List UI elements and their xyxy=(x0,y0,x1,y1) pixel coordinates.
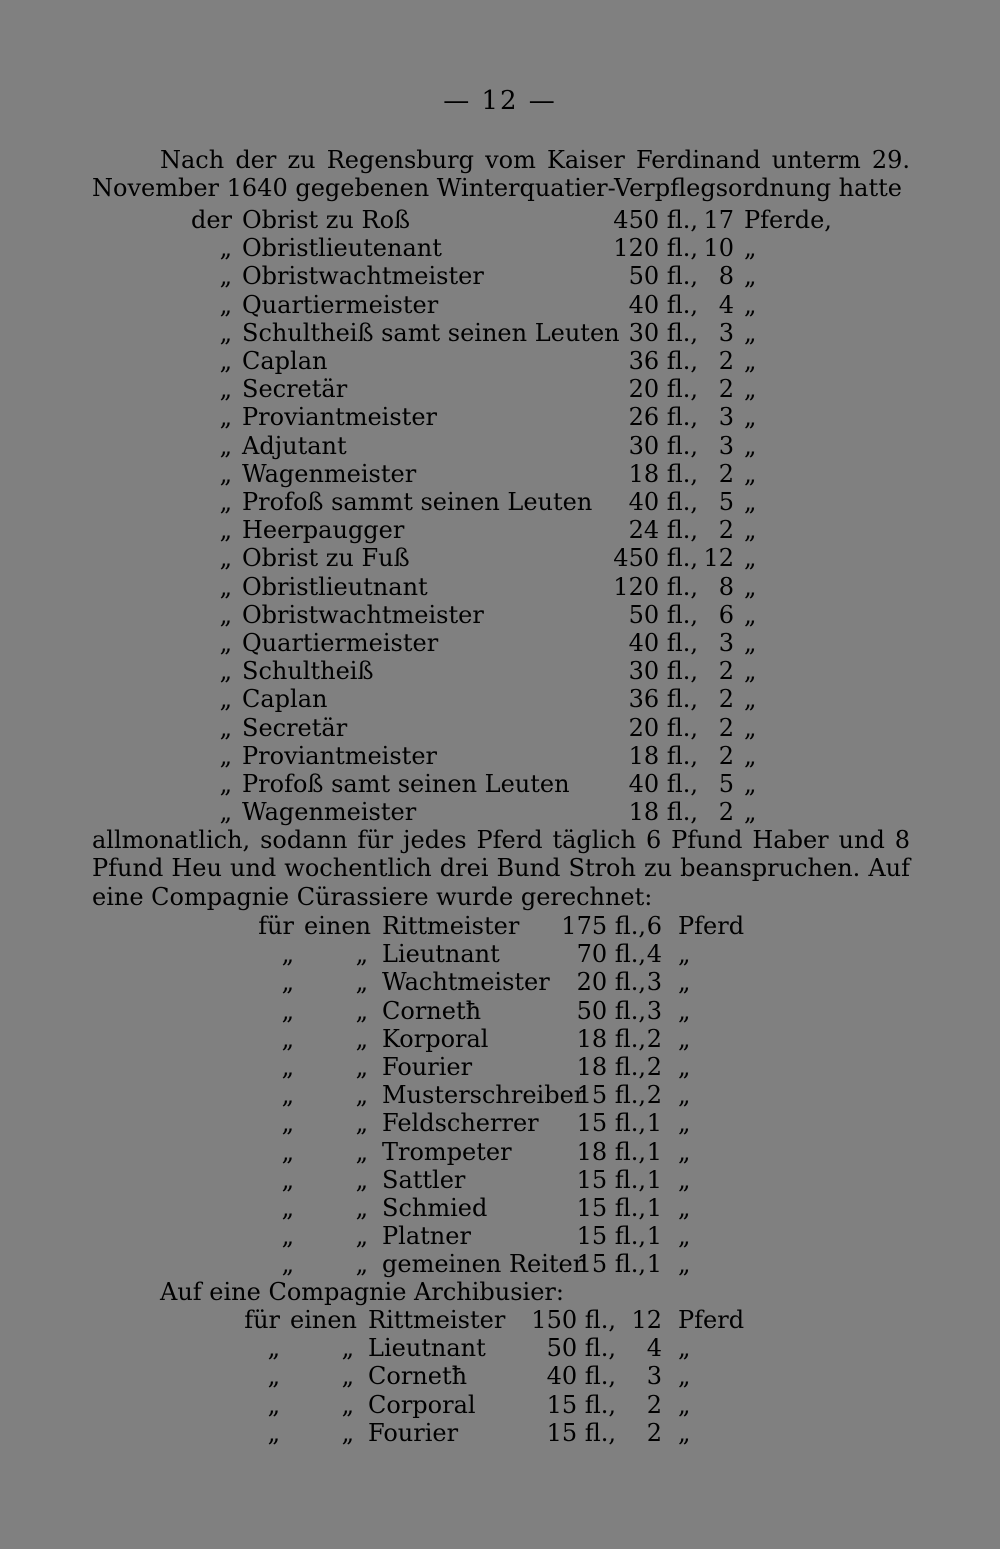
row-unit: „ xyxy=(744,713,757,742)
row-prefix-1: „ xyxy=(267,1390,280,1419)
row-prefix-2: „ xyxy=(355,996,368,1025)
row-title: Corporal xyxy=(368,1390,476,1419)
row-prefix: „ xyxy=(219,741,232,770)
row-amount: 450 fl., xyxy=(613,544,698,573)
table-row xyxy=(0,460,1000,488)
row-unit: „ xyxy=(744,290,757,319)
row-prefix: „ xyxy=(219,431,232,460)
table-row xyxy=(0,319,1000,347)
page-number: — 12 — xyxy=(443,86,557,116)
row-title: Secretär xyxy=(242,713,348,742)
row-prefix-1: „ xyxy=(281,1222,294,1251)
row-unit: „ xyxy=(744,798,757,827)
row-prefix-1: für xyxy=(244,1306,280,1334)
table-row xyxy=(0,657,1000,685)
row-unit: „ xyxy=(678,1194,691,1222)
table-row xyxy=(0,432,1000,460)
table-row xyxy=(0,573,1000,601)
row-horses: 12 xyxy=(631,1306,662,1334)
row-unit: „ xyxy=(744,347,757,375)
row-horses: 2 xyxy=(646,1053,662,1081)
row-horses: 1 xyxy=(646,1137,662,1166)
row-unit: „ xyxy=(744,318,757,347)
row-amount: 50 fl., xyxy=(628,262,698,291)
intro-paragraph: Nach der zu Regensburg vom Kaiser Ferdinand unterm 29. November 1640 gegebenen Winterquatier-Verpflegsordnung hatte xyxy=(92,146,910,203)
row-unit: „ xyxy=(744,600,757,629)
row-prefix-1: „ xyxy=(281,1137,294,1166)
table-row xyxy=(0,544,1000,572)
row-amount: 50 fl., xyxy=(546,1334,616,1363)
row-title: Obristlieutnant xyxy=(242,572,428,601)
row-title: Heerpaugger xyxy=(242,516,405,545)
row-unit: „ xyxy=(744,544,757,573)
row-horses: 8 xyxy=(718,262,734,291)
row-unit: Pferd xyxy=(678,912,745,940)
table-row xyxy=(0,798,1000,826)
row-amount: 40 fl., xyxy=(628,770,698,798)
row-amount: 40 fl., xyxy=(628,629,698,657)
table-row xyxy=(0,770,1000,798)
row-prefix-1: „ xyxy=(267,1418,280,1447)
row-amount: 70 fl., xyxy=(576,940,646,969)
table-row xyxy=(0,742,1000,770)
row-prefix-2: „ xyxy=(341,1390,354,1419)
row-prefix-2: „ xyxy=(341,1362,354,1391)
row-amount: 18 fl., xyxy=(628,798,698,827)
row-horses: 1 xyxy=(646,1250,662,1279)
row-title: Schultheiß xyxy=(242,657,374,686)
row-horses: 1 xyxy=(646,1165,662,1194)
row-horses: 3 xyxy=(646,996,662,1025)
row-amount: 15 fl., xyxy=(546,1390,616,1419)
row-amount: 18 fl., xyxy=(576,1137,646,1166)
table-row xyxy=(0,488,1000,516)
row-unit: „ xyxy=(678,1362,691,1391)
table-row xyxy=(0,1138,1000,1166)
row-amount: 30 fl., xyxy=(628,657,698,686)
row-amount: 120 fl., xyxy=(613,234,698,263)
row-unit: „ xyxy=(678,1390,691,1419)
row-title: Korporal xyxy=(382,1024,489,1053)
row-unit: „ xyxy=(744,629,757,657)
row-prefix-2: „ xyxy=(355,1194,368,1222)
row-amount: 26 fl., xyxy=(628,403,698,432)
row-horses: 2 xyxy=(718,713,734,742)
row-amount: 18 fl., xyxy=(576,1024,646,1053)
row-amount: 15 fl., xyxy=(576,1222,646,1251)
row-horses: 2 xyxy=(646,1081,662,1110)
row-unit: „ xyxy=(744,403,757,432)
row-prefix-2: „ xyxy=(355,1137,368,1166)
table-row xyxy=(0,940,1000,968)
row-amount: 175 fl., xyxy=(561,912,646,940)
table-row xyxy=(0,1081,1000,1109)
row-unit: „ xyxy=(744,685,757,714)
row-prefix-2: „ xyxy=(355,1250,368,1279)
row-horses: 2 xyxy=(646,1390,662,1419)
row-unit: Pferde, xyxy=(744,206,832,234)
row-prefix-1: „ xyxy=(281,1165,294,1194)
row-prefix: „ xyxy=(219,629,232,657)
row-unit: „ xyxy=(744,262,757,291)
table-row xyxy=(0,1306,1000,1334)
row-unit: „ xyxy=(678,940,691,969)
table-row xyxy=(0,291,1000,319)
row-title: Adjutant xyxy=(242,431,347,460)
row-amount: 40 fl., xyxy=(546,1362,616,1391)
table-row xyxy=(0,1194,1000,1222)
row-unit: „ xyxy=(678,996,691,1025)
row-title: Trompeter xyxy=(382,1137,512,1166)
row-title: Rittmeister xyxy=(368,1306,506,1334)
middle-paragraph: allmonatlich, sodann für jedes Pferd täglich 6 Pfund Haber und 8 Pfund Heu und wochentlich drei Bund Stroh zu beanspruchen. Auf eine Compagnie Cürassiere wurde gerechnet: xyxy=(92,826,910,911)
row-amount: 36 fl., xyxy=(628,685,698,714)
row-unit: „ xyxy=(744,572,757,601)
row-unit: „ xyxy=(744,488,757,516)
row-horses: 2 xyxy=(718,459,734,488)
row-prefix-2: „ xyxy=(355,1222,368,1251)
row-horses: 2 xyxy=(718,516,734,545)
row-title: Fourier xyxy=(368,1418,459,1447)
table-row xyxy=(0,516,1000,544)
row-horses: 3 xyxy=(718,629,734,657)
row-title: Schmied xyxy=(382,1194,488,1222)
table-row xyxy=(0,1222,1000,1250)
row-title: Proviantmeister xyxy=(242,741,437,770)
row-horses: 6 xyxy=(718,600,734,629)
row-amount: 15 fl., xyxy=(576,1109,646,1138)
row-title: Feldscherrer xyxy=(382,1109,539,1138)
row-title: Quartiermeister xyxy=(242,290,439,319)
row-title: Profoß samt seinen Leuten xyxy=(242,770,570,798)
row-unit: „ xyxy=(744,375,757,404)
row-amount: 15 fl., xyxy=(576,1194,646,1222)
row-prefix-2: „ xyxy=(341,1334,354,1363)
table-row xyxy=(0,1250,1000,1278)
table-row xyxy=(0,685,1000,713)
table-row xyxy=(0,1109,1000,1137)
row-amount: 36 fl., xyxy=(628,347,698,375)
row-horses: 4 xyxy=(646,1334,662,1363)
row-title: Wagenmeister xyxy=(242,798,417,827)
row-horses: 4 xyxy=(646,940,662,969)
row-title: Obrist zu Roß xyxy=(242,206,411,234)
row-amount: 20 fl., xyxy=(576,968,646,997)
row-prefix-1: „ xyxy=(281,1081,294,1110)
row-amount: 50 fl., xyxy=(576,996,646,1025)
row-prefix: „ xyxy=(219,516,232,545)
row-title: Lieutnant xyxy=(382,940,500,969)
row-prefix-1: „ xyxy=(281,940,294,969)
row-amount: 40 fl., xyxy=(628,290,698,319)
row-amount: 18 fl., xyxy=(628,741,698,770)
table-row xyxy=(0,997,1000,1025)
row-prefix: „ xyxy=(219,600,232,629)
row-horses: 10 xyxy=(703,234,734,263)
row-prefix: „ xyxy=(219,318,232,347)
row-prefix: „ xyxy=(219,572,232,601)
row-title: Rittmeister xyxy=(382,912,520,940)
table-row xyxy=(0,629,1000,657)
row-prefix: „ xyxy=(219,798,232,827)
row-horses: 2 xyxy=(718,347,734,375)
row-title: Lieutnant xyxy=(368,1334,486,1363)
table-row xyxy=(0,262,1000,290)
row-unit: „ xyxy=(678,1250,691,1279)
table-row xyxy=(0,1419,1000,1447)
row-unit: „ xyxy=(678,1165,691,1194)
table-row xyxy=(0,1391,1000,1419)
table-row xyxy=(0,1025,1000,1053)
row-prefix-1: „ xyxy=(281,968,294,997)
table-row xyxy=(0,403,1000,431)
row-horses: 3 xyxy=(646,1362,662,1391)
row-horses: 2 xyxy=(718,798,734,827)
row-amount: 15 fl., xyxy=(576,1165,646,1194)
row-title: Caplan xyxy=(242,685,328,714)
row-title: Musterschreiber xyxy=(382,1081,586,1110)
row-horses: 2 xyxy=(646,1418,662,1447)
row-unit: „ xyxy=(678,1334,691,1363)
row-prefix: der xyxy=(190,206,232,234)
row-amount: 18 fl., xyxy=(628,459,698,488)
row-title: Secretär xyxy=(242,375,348,404)
row-unit: Pferd xyxy=(678,1306,745,1334)
row-prefix: „ xyxy=(219,375,232,404)
row-prefix: „ xyxy=(219,403,232,432)
row-amount: 150 fl., xyxy=(531,1306,616,1334)
row-prefix-1: „ xyxy=(267,1334,280,1363)
row-title: Fourier xyxy=(382,1053,473,1081)
row-prefix: „ xyxy=(219,459,232,488)
row-horses: 17 xyxy=(703,206,734,234)
row-title: Wachtmeister xyxy=(382,968,550,997)
row-prefix-2: „ xyxy=(355,1109,368,1138)
row-title: Wagenmeister xyxy=(242,459,417,488)
row-prefix-1: „ xyxy=(281,996,294,1025)
table-row xyxy=(0,968,1000,996)
row-prefix-1: „ xyxy=(267,1362,280,1391)
row-horses: 2 xyxy=(718,657,734,686)
row-prefix-1: „ xyxy=(281,1024,294,1053)
row-unit: „ xyxy=(678,968,691,997)
row-horses: 2 xyxy=(718,685,734,714)
row-horses: 5 xyxy=(718,488,734,516)
row-amount: 15 fl., xyxy=(546,1418,616,1447)
table-row xyxy=(0,234,1000,262)
row-title: Obristwachtmeister xyxy=(242,262,484,291)
row-horses: 1 xyxy=(646,1194,662,1222)
row-horses: 3 xyxy=(718,431,734,460)
row-prefix-2: „ xyxy=(355,1081,368,1110)
row-prefix-2: „ xyxy=(355,1053,368,1081)
row-unit: „ xyxy=(678,1109,691,1138)
table-row xyxy=(0,206,1000,234)
row-amount: 20 fl., xyxy=(628,375,698,404)
row-horses: 6 xyxy=(646,912,662,940)
row-title: Platner xyxy=(382,1222,471,1251)
row-horses: 4 xyxy=(718,290,734,319)
row-unit: „ xyxy=(744,459,757,488)
row-horses: 2 xyxy=(646,1024,662,1053)
row-prefix-2: einen xyxy=(290,1306,357,1334)
row-title: Cornetħ xyxy=(368,1362,468,1391)
row-amount: 50 fl., xyxy=(628,600,698,629)
table-row xyxy=(0,714,1000,742)
row-unit: „ xyxy=(678,1137,691,1166)
table-row xyxy=(0,1166,1000,1194)
row-prefix-2: „ xyxy=(355,968,368,997)
row-horses: 3 xyxy=(646,968,662,997)
table-row xyxy=(0,601,1000,629)
row-title: Quartiermeister xyxy=(242,629,439,657)
row-title: Obristlieutenant xyxy=(242,234,442,263)
table-row xyxy=(0,1053,1000,1081)
row-unit: „ xyxy=(678,1222,691,1251)
row-prefix: „ xyxy=(219,488,232,516)
row-unit: „ xyxy=(678,1053,691,1081)
row-horses: 1 xyxy=(646,1109,662,1138)
row-horses: 3 xyxy=(718,318,734,347)
row-prefix-1: für xyxy=(258,912,294,940)
row-unit: „ xyxy=(744,657,757,686)
row-prefix: „ xyxy=(219,544,232,573)
row-prefix-1: „ xyxy=(281,1053,294,1081)
table-row xyxy=(0,1334,1000,1362)
table-row xyxy=(0,347,1000,375)
row-horses: 3 xyxy=(718,403,734,432)
row-title: gemeinen Reiter xyxy=(382,1250,585,1279)
row-prefix-2: „ xyxy=(341,1418,354,1447)
row-unit: „ xyxy=(744,431,757,460)
row-amount: 450 fl., xyxy=(613,206,698,234)
row-title: Schultheiß samt seinen Leuten xyxy=(242,318,620,347)
row-prefix: „ xyxy=(219,347,232,375)
row-title: Obristwachtmeister xyxy=(242,600,484,629)
row-amount: 120 fl., xyxy=(613,572,698,601)
row-title: Obrist zu Fuß xyxy=(242,544,410,573)
row-prefix: „ xyxy=(219,234,232,263)
row-prefix-2: „ xyxy=(355,940,368,969)
row-unit: „ xyxy=(678,1418,691,1447)
row-prefix-1: „ xyxy=(281,1109,294,1138)
row-horses: 5 xyxy=(718,770,734,798)
row-prefix: „ xyxy=(219,657,232,686)
row-prefix: „ xyxy=(219,290,232,319)
row-horses: 2 xyxy=(718,375,734,404)
row-prefix-1: „ xyxy=(281,1250,294,1279)
row-title: Cornetħ xyxy=(382,996,482,1025)
row-prefix: „ xyxy=(219,770,232,798)
row-amount: 40 fl., xyxy=(628,488,698,516)
row-amount: 20 fl., xyxy=(628,713,698,742)
row-title: Profoß sammt seinen Leuten xyxy=(242,488,593,516)
row-amount: 15 fl., xyxy=(576,1250,646,1279)
row-horses: 8 xyxy=(718,572,734,601)
row-unit: „ xyxy=(744,770,757,798)
row-prefix-2: einen xyxy=(304,912,371,940)
row-prefix: „ xyxy=(219,262,232,291)
row-prefix-2: „ xyxy=(355,1024,368,1053)
row-prefix-2: „ xyxy=(355,1165,368,1194)
row-unit: „ xyxy=(678,1081,691,1110)
row-amount: 18 fl., xyxy=(576,1053,646,1081)
row-unit: „ xyxy=(678,1024,691,1053)
row-amount: 30 fl., xyxy=(628,431,698,460)
row-title: Sattler xyxy=(382,1165,466,1194)
row-unit: „ xyxy=(744,234,757,263)
row-amount: 30 fl., xyxy=(628,318,698,347)
row-horses: 12 xyxy=(703,544,734,573)
row-amount: 24 fl., xyxy=(628,516,698,545)
row-prefix: „ xyxy=(219,713,232,742)
row-prefix: „ xyxy=(219,685,232,714)
row-title: Caplan xyxy=(242,347,328,375)
row-unit: „ xyxy=(744,516,757,545)
row-unit: „ xyxy=(744,741,757,770)
row-prefix-1: „ xyxy=(281,1194,294,1222)
row-horses: 1 xyxy=(646,1222,662,1251)
row-title: Proviantmeister xyxy=(242,403,437,432)
arquebusier-heading: Auf eine Compagnie Archibusier: xyxy=(160,1278,564,1306)
table-row xyxy=(0,375,1000,403)
row-amount: 15 fl., xyxy=(576,1081,646,1110)
table-row xyxy=(0,912,1000,940)
table-row xyxy=(0,1362,1000,1390)
row-horses: 2 xyxy=(718,741,734,770)
